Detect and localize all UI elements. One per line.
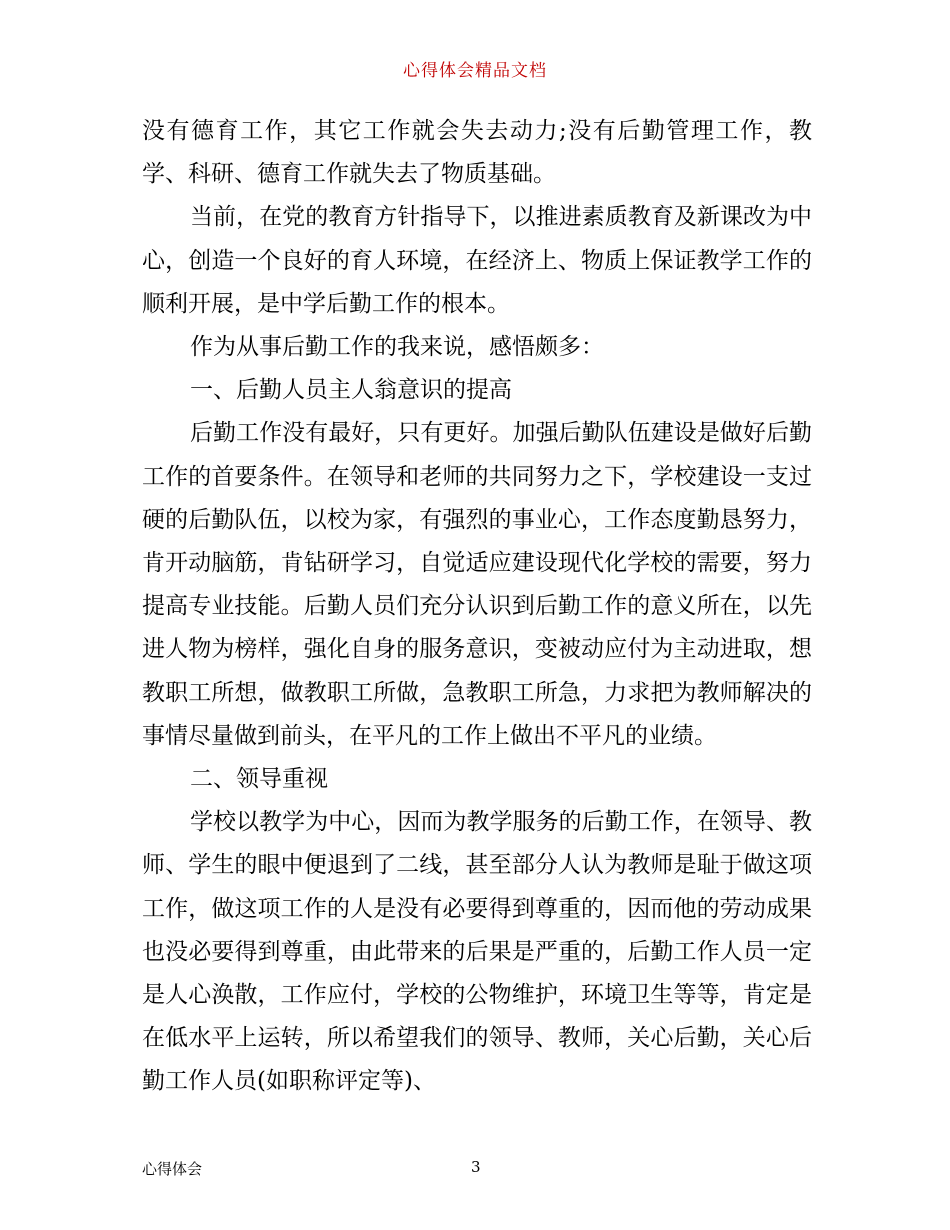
paragraph-3: 作为从事后勤工作的我来说，感悟颇多： (190, 334, 604, 361)
paragraph-2: 当前，在党的教育方针指导下，以推进素质教育及新课改为中心，创造一个良好的育人环境，在经济上、物质上保证教学工作的顺利开展，是中学后勤工作的根本。 (142, 204, 812, 317)
section-heading-1: 一、后勤人员主人翁意识的提高 (190, 377, 512, 404)
paragraph-1: 没有德育工作，其它工作就会失去动力;没有后勤管理工作，教学、科研、德育工作就失去了物质基础。 (142, 118, 812, 188)
paragraph-4: 后勤工作没有最好，只有更好。加强后勤队伍建设是做好后勤工作的首要条件。在领导和老师的共同努力之下，学校建设一支过硬的后勤队伍，以校为家，有强烈的事业心，工作态度勤恳努力，肯开动脑筋，肯钻研学习，自觉适应建设现代化学校的需要，努力提高专业技能。后勤人员们充分认识到后勤工作的意义所在，以先进人物为榜样，强化自身的服务意识，变被动应付为主动进取，想教职工所想，做教职工所做，急教职工所急，力求把为教师解决的事情尽量做到前头，在平凡的工作上做出不平凡的业绩。 (142, 420, 812, 749)
document-header-title: 心得体会精品文档 (403, 61, 547, 81)
paragraph-5: 学校以教学为中心，因而为教学服务的后勤工作，在领导、教师、学生的眼中便退到了二线，甚至部分人认为教师是耻于做这项工作，做这项工作的人是没有必要得到尊重的，因而他的劳动成果也没必要得到尊重，由此带来的后果是严重的，后勤工作人员一定是人心涣散，工作应付，学校的公物维护，环境卫生等等，肯定是在低水平上运转，所以希望我们的领导、教师，关心后勤，关心后勤工作人员(如职称评定等)、 (142, 809, 812, 1095)
footer-label: 心得体会 (142, 1160, 203, 1178)
document-body (142, 110, 812, 1104)
section-heading-2: 二、领导重视 (190, 766, 328, 793)
page-number: 3 (471, 1158, 481, 1176)
